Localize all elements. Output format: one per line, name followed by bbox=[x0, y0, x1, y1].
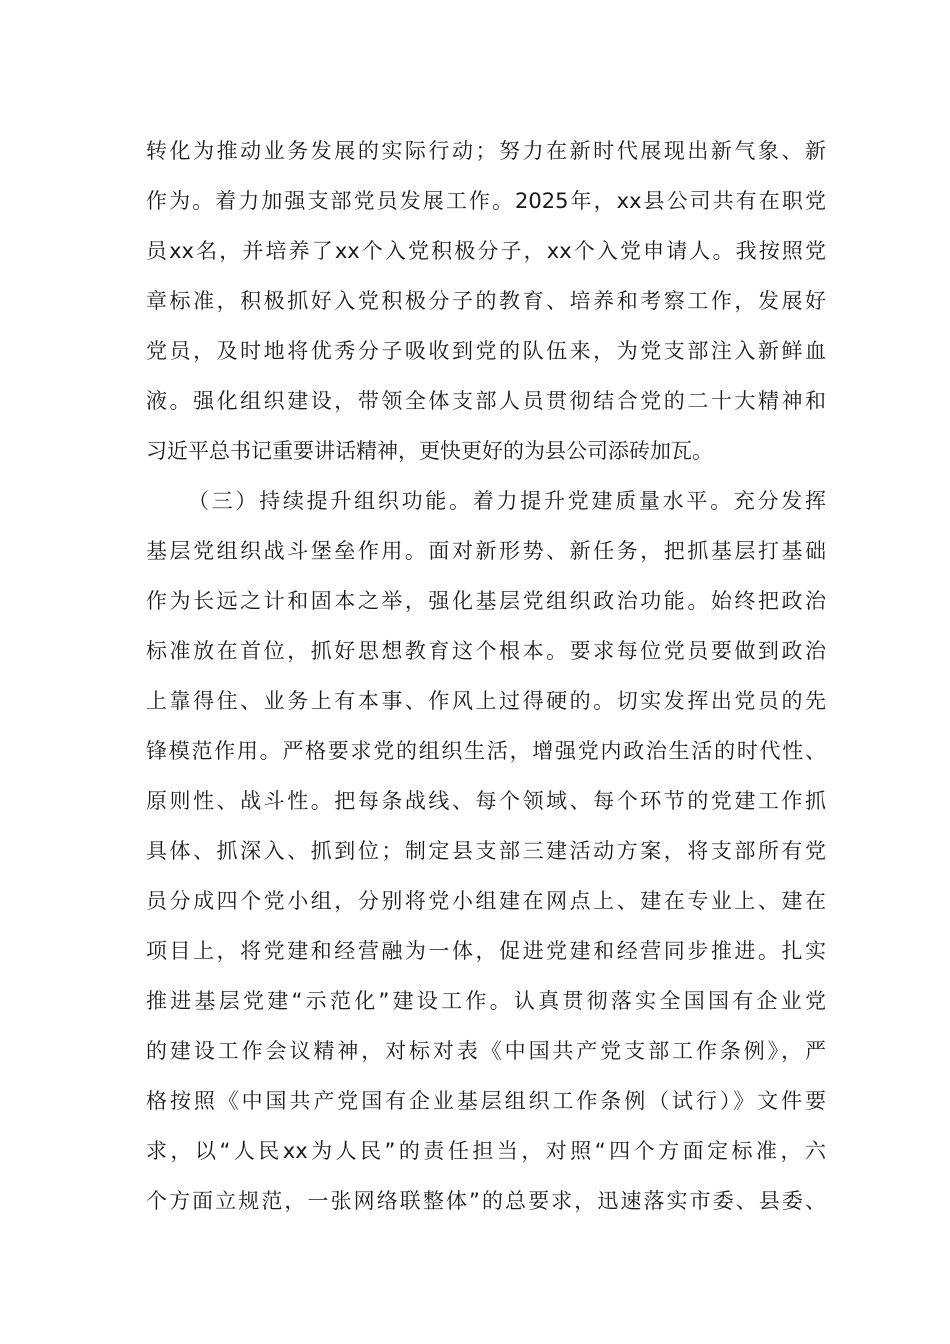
text-line: 具体、抓深入、抓到位；制定县支部三建活动方案，将支部所有党 bbox=[146, 839, 826, 863]
text-line: 个方面立规范，一张网络联整体”的总要求，迅速落实市委、县委、 bbox=[146, 1189, 826, 1213]
section-heading-line: （三）持续提升组织功能。着力提升党建质量水平。充分发挥 bbox=[188, 489, 826, 513]
text-line: 液。强化组织建设，带领全体支部人员贯彻结合党的二十大精神和 bbox=[146, 389, 826, 413]
text-line: 上靠得住、业务上有本事、作风上过得硬的。切实发挥出党员的先 bbox=[146, 689, 826, 713]
text-line: 党员，及时地将优秀分子吸收到党的队伍来，为党支部注入新鲜血 bbox=[146, 339, 826, 363]
text-line: 格按照《中国共产党国有企业基层组织工作条例（试行）》文件要 bbox=[146, 1089, 826, 1113]
text-line: 的建设工作会议精神，对标对表《中国共产党支部工作条例》，严 bbox=[146, 1039, 826, 1063]
text-line: 锋模范作用。严格要求党的组织生活，增强党内政治生活的时代性、 bbox=[146, 739, 826, 763]
text-line: 基层党组织战斗堡垒作用。面对新形势、新任务，把抓基层打基础 bbox=[146, 539, 826, 563]
text-line: 章标准，积极抓好入党积极分子的教育、培养和考察工作，发展好 bbox=[146, 289, 826, 313]
text-line: 作为长远之计和固本之举，强化基层党组织政治功能。始终把政治 bbox=[146, 589, 826, 613]
text-line: 项目上，将党建和经营融为一体，促进党建和经营同步推进。扎实 bbox=[146, 939, 826, 963]
text-line: 员分成四个党小组，分别将党小组建在网点上、建在专业上、建在 bbox=[146, 889, 826, 913]
text-line: 作为。着力加强支部党员发展工作。2025年，xx县公司共有在职党 bbox=[146, 189, 826, 213]
text-line: 转化为推动业务发展的实际行动；努力在新时代展现出新气象、新 bbox=[146, 139, 826, 163]
text-line: 习近平总书记重要讲话精神，更快更好的为县公司添砖加瓦。 bbox=[146, 439, 713, 463]
text-line: 原则性、战斗性。把每条战线、每个领域、每个环节的党建工作抓 bbox=[146, 789, 826, 813]
text-line: 员xx名，并培养了xx个入党积极分子，xx个入党申请人。我按照党 bbox=[146, 239, 826, 263]
text-line: 标准放在首位，抓好思想教育这个根本。要求每位党员要做到政治 bbox=[146, 639, 826, 663]
text-line: 求，以“人民xx为人民”的责任担当，对照“四个方面定标准，六 bbox=[146, 1139, 826, 1163]
text-line: 推进基层党建“示范化”建设工作。认真贯彻落实全国国有企业党 bbox=[146, 989, 826, 1013]
